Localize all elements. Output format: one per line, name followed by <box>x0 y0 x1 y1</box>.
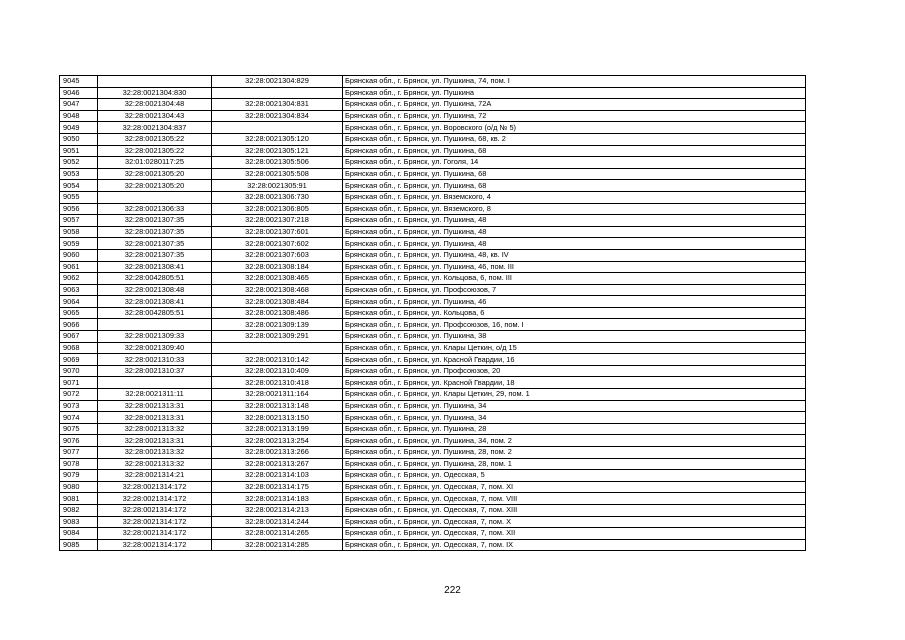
parcel-number-cell: 32:28:0021311:11 <box>98 389 212 401</box>
table-row <box>60 191 806 203</box>
address-cell: Брянская обл., г. Брянск, ул. Профсоюзов, 7 <box>343 284 806 296</box>
address-cell: Брянская обл., г. Брянск, ул. Кольцова, 6 <box>343 307 806 319</box>
address-cell: Брянская обл., г. Брянск, ул. Воровского (о/д № 5) <box>343 122 806 134</box>
table-row <box>60 226 806 238</box>
address-cell: Брянская обл., г. Брянск, ул. Пушкина, 72А <box>343 99 806 111</box>
building-number-cell: 32:28:0021314:285 <box>212 539 343 551</box>
row-number-cell: 9068 <box>60 342 98 354</box>
address-cell: Брянская обл., г. Брянск, ул. Вяземского, 8 <box>343 203 806 215</box>
table-row <box>60 76 806 88</box>
building-number-cell: 32:28:0021304:829 <box>212 76 343 88</box>
parcel-number-cell: 32:28:0021308:41 <box>98 261 212 273</box>
table-row <box>60 203 806 215</box>
row-number-cell: 9047 <box>60 99 98 111</box>
parcel-number-cell <box>98 319 212 331</box>
row-number-cell: 9079 <box>60 470 98 482</box>
parcel-number-cell: 32:28:0021314:172 <box>98 481 212 493</box>
parcel-number-cell: 32:28:0021304:837 <box>98 122 212 134</box>
building-number-cell: 32:28:0021304:834 <box>212 110 343 122</box>
table-row <box>60 296 806 308</box>
building-number-cell: 32:28:0021307:602 <box>212 238 343 250</box>
building-number-cell: 32:28:0021313:267 <box>212 458 343 470</box>
row-number-cell: 9045 <box>60 76 98 88</box>
table-row <box>60 145 806 157</box>
row-number-cell: 9050 <box>60 133 98 145</box>
row-number-cell: 9074 <box>60 412 98 424</box>
parcel-number-cell: 32:28:0021305:22 <box>98 133 212 145</box>
row-number-cell: 9061 <box>60 261 98 273</box>
parcel-number-cell: 32:28:0021307:35 <box>98 249 212 261</box>
parcel-number-cell: 32:28:0021308:41 <box>98 296 212 308</box>
table-row <box>60 389 806 401</box>
table-row <box>60 99 806 111</box>
row-number-cell: 9060 <box>60 249 98 261</box>
building-number-cell: 32:28:0021314:244 <box>212 516 343 528</box>
address-cell: Брянская обл., г. Брянск, ул. Пушкина, 46 <box>343 296 806 308</box>
building-number-cell: 32:28:0021313:150 <box>212 412 343 424</box>
row-number-cell: 9066 <box>60 319 98 331</box>
address-cell: Брянская обл., г. Брянск, ул. Клары Цеткин, 29, пом. 1 <box>343 389 806 401</box>
parcel-number-cell: 32:28:0021313:32 <box>98 447 212 459</box>
row-number-cell: 9085 <box>60 539 98 551</box>
parcel-number-cell: 32:01:0280117:25 <box>98 157 212 169</box>
parcel-number-cell: 32:28:0021305:20 <box>98 180 212 192</box>
row-number-cell: 9084 <box>60 528 98 540</box>
table-row <box>60 284 806 296</box>
table-row <box>60 528 806 540</box>
address-cell: Брянская обл., г. Брянск, ул. Пушкина <box>343 87 806 99</box>
building-number-cell: 32:28:0021308:484 <box>212 296 343 308</box>
address-cell: Брянская обл., г. Брянск, ул. Пушкина, 68 <box>343 145 806 157</box>
address-cell: Брянская обл., г. Брянск, ул. Пушкина, 46, пом. III <box>343 261 806 273</box>
address-cell: Брянская обл., г. Брянск, ул. Вяземского, 4 <box>343 191 806 203</box>
row-number-cell: 9049 <box>60 122 98 134</box>
address-cell: Брянская обл., г. Брянск, ул. Одесская, 7, пом. X <box>343 516 806 528</box>
building-number-cell: 32:28:0021305:506 <box>212 157 343 169</box>
address-cell: Брянская обл., г. Брянск, ул. Пушкина, 34 <box>343 400 806 412</box>
address-cell: Брянская обл., г. Брянск, ул. Пушкина, 48 <box>343 215 806 227</box>
address-cell: Брянская обл., г. Брянск, ул. Пушкина, 48, кв. IV <box>343 249 806 261</box>
address-cell: Брянская обл., г. Брянск, ул. Пушкина, 34 <box>343 412 806 424</box>
row-number-cell: 9072 <box>60 389 98 401</box>
address-cell: Брянская обл., г. Брянск, ул. Одесская, 7, пом. VIII <box>343 493 806 505</box>
parcel-number-cell: 32:28:0042805:51 <box>98 273 212 285</box>
building-number-cell: 32:28:0021304:831 <box>212 99 343 111</box>
row-number-cell: 9069 <box>60 354 98 366</box>
table-row <box>60 539 806 551</box>
address-cell: Брянская обл., г. Брянск, ул. Одесская, 5 <box>343 470 806 482</box>
address-cell: Брянская обл., г. Брянск, ул. Пушкина, 48 <box>343 238 806 250</box>
address-cell: Брянская обл., г. Брянск, ул. Одесская, 7, пом. XI <box>343 481 806 493</box>
parcel-number-cell <box>98 191 212 203</box>
address-cell: Брянская обл., г. Брянск, ул. Красной Гвардии, 18 <box>343 377 806 389</box>
building-number-cell: 32:28:0021306:805 <box>212 203 343 215</box>
row-number-cell: 9052 <box>60 157 98 169</box>
building-number-cell: 32:28:0021313:148 <box>212 400 343 412</box>
table-row <box>60 493 806 505</box>
table-row <box>60 458 806 470</box>
building-number-cell: 32:28:0021305:91 <box>212 180 343 192</box>
address-cell: Брянская обл., г. Брянск, ул. Кольцова, 6, пом. III <box>343 273 806 285</box>
page-number: 222 <box>444 585 461 596</box>
row-number-cell: 9070 <box>60 365 98 377</box>
address-cell: Брянская обл., г. Брянск, ул. Профсоюзов, 16, пом. I <box>343 319 806 331</box>
row-number-cell: 9059 <box>60 238 98 250</box>
row-number-cell: 9056 <box>60 203 98 215</box>
table-row <box>60 365 806 377</box>
parcel-number-cell: 32:28:0021314:172 <box>98 493 212 505</box>
table-row <box>60 307 806 319</box>
row-number-cell: 9075 <box>60 423 98 435</box>
table-row <box>60 412 806 424</box>
row-number-cell: 9058 <box>60 226 98 238</box>
parcel-number-cell: 32:28:0021307:35 <box>98 226 212 238</box>
building-number-cell: 32:28:0021306:730 <box>212 191 343 203</box>
table-row <box>60 157 806 169</box>
row-number-cell: 9065 <box>60 307 98 319</box>
parcel-number-cell: 32:28:0042805:51 <box>98 307 212 319</box>
parcel-number-cell: 32:28:0021314:172 <box>98 539 212 551</box>
row-number-cell: 9057 <box>60 215 98 227</box>
parcel-number-cell: 32:28:0021305:22 <box>98 145 212 157</box>
building-number-cell: 32:28:0021314:265 <box>212 528 343 540</box>
row-number-cell: 9053 <box>60 168 98 180</box>
table-row <box>60 249 806 261</box>
table-row <box>60 354 806 366</box>
building-number-cell: 32:28:0021314:183 <box>212 493 343 505</box>
parcel-number-cell: 32:28:0021314:172 <box>98 504 212 516</box>
row-number-cell: 9081 <box>60 493 98 505</box>
building-number-cell: 32:28:0021307:601 <box>212 226 343 238</box>
table-row <box>60 87 806 99</box>
row-number-cell: 9082 <box>60 504 98 516</box>
address-cell: Брянская обл., г. Брянск, ул. Пушкина, 74, пом. I <box>343 76 806 88</box>
row-number-cell: 9062 <box>60 273 98 285</box>
building-number-cell: 32:28:0021307:603 <box>212 249 343 261</box>
building-number-cell: 32:28:0021308:486 <box>212 307 343 319</box>
building-number-cell: 32:28:0021313:266 <box>212 447 343 459</box>
table-row <box>60 215 806 227</box>
building-number-cell: 32:28:0021309:139 <box>212 319 343 331</box>
address-cell: Брянская обл., г. Брянск, ул. Пушкина, 48 <box>343 226 806 238</box>
table-row <box>60 435 806 447</box>
building-number-cell: 32:28:0021309:291 <box>212 331 343 343</box>
building-number-cell: 32:28:0021313:199 <box>212 423 343 435</box>
building-number-cell: 32:28:0021307:218 <box>212 215 343 227</box>
parcel-number-cell: 32:28:0021308:48 <box>98 284 212 296</box>
row-number-cell: 9076 <box>60 435 98 447</box>
parcel-number-cell: 32:28:0021304:48 <box>98 99 212 111</box>
parcel-number-cell <box>98 76 212 88</box>
address-cell: Брянская обл., г. Брянск, ул. Красной Гвардии, 16 <box>343 354 806 366</box>
building-number-cell: 32:28:0021314:175 <box>212 481 343 493</box>
row-number-cell: 9048 <box>60 110 98 122</box>
building-number-cell: 32:28:0021308:465 <box>212 273 343 285</box>
building-number-cell: 32:28:0021305:508 <box>212 168 343 180</box>
address-cell: Брянская обл., г. Брянск, ул. Пушкина, 38 <box>343 331 806 343</box>
building-number-cell: 32:28:0021310:142 <box>212 354 343 366</box>
table-row <box>60 377 806 389</box>
row-number-cell: 9073 <box>60 400 98 412</box>
address-cell: Брянская обл., г. Брянск, ул. Одесская, 7, пом. XII <box>343 528 806 540</box>
table-row <box>60 133 806 145</box>
address-cell: Брянская обл., г. Брянск, ул. Пушкина, 28, пом. 1 <box>343 458 806 470</box>
parcel-number-cell: 32:28:0021304:830 <box>98 87 212 99</box>
parcel-number-cell: 32:28:0021313:32 <box>98 458 212 470</box>
building-number-cell: 32:28:0021310:418 <box>212 377 343 389</box>
row-number-cell: 9064 <box>60 296 98 308</box>
parcel-number-cell: 32:28:0021309:33 <box>98 331 212 343</box>
address-cell: Брянская обл., г. Брянск, ул. Клары Цеткин, о/д 15 <box>343 342 806 354</box>
address-cell: Брянская обл., г. Брянск, ул. Профсоюзов, 20 <box>343 365 806 377</box>
row-number-cell: 9077 <box>60 447 98 459</box>
row-number-cell: 9054 <box>60 180 98 192</box>
parcel-number-cell: 32:28:0021314:172 <box>98 516 212 528</box>
table-row <box>60 423 806 435</box>
building-number-cell <box>212 122 343 134</box>
parcel-number-cell: 32:28:0021309:40 <box>98 342 212 354</box>
address-cell: Брянская обл., г. Брянск, ул. Пушкина, 28, пом. 2 <box>343 447 806 459</box>
document-table <box>59 75 806 551</box>
building-number-cell: 32:28:0021314:103 <box>212 470 343 482</box>
parcel-number-cell: 32:28:0021310:37 <box>98 365 212 377</box>
building-number-cell: 32:28:0021311:164 <box>212 389 343 401</box>
row-number-cell: 9046 <box>60 87 98 99</box>
parcel-number-cell: 32:28:0021307:35 <box>98 238 212 250</box>
address-cell: Брянская обл., г. Брянск, ул. Одесская, 7, пом. IX <box>343 539 806 551</box>
address-cell: Брянская обл., г. Брянск, ул. Пушкина, 68, кв. 2 <box>343 133 806 145</box>
address-cell: Брянская обл., г. Брянск, ул. Гоголя, 14 <box>343 157 806 169</box>
building-number-cell <box>212 87 343 99</box>
table-row <box>60 319 806 331</box>
row-number-cell: 9080 <box>60 481 98 493</box>
address-cell: Брянская обл., г. Брянск, ул. Одесская, 7, пом. XIII <box>343 504 806 516</box>
building-number-cell: 32:28:0021305:120 <box>212 133 343 145</box>
table-row <box>60 481 806 493</box>
parcel-number-cell: 32:28:0021307:35 <box>98 215 212 227</box>
address-cell: Брянская обл., г. Брянск, ул. Пушкина, 68 <box>343 168 806 180</box>
row-number-cell: 9083 <box>60 516 98 528</box>
table-row <box>60 180 806 192</box>
parcel-number-cell: 32:28:0021306:33 <box>98 203 212 215</box>
building-number-cell: 32:28:0021313:254 <box>212 435 343 447</box>
address-cell: Брянская обл., г. Брянск, ул. Пушкина, 34, пом. 2 <box>343 435 806 447</box>
address-cell: Брянская обл., г. Брянск, ул. Пушкина, 72 <box>343 110 806 122</box>
parcel-number-cell: 32:28:0021305:20 <box>98 168 212 180</box>
table-body <box>60 76 806 551</box>
parcel-number-cell: 32:28:0021314:172 <box>98 528 212 540</box>
building-number-cell <box>212 342 343 354</box>
parcel-number-cell: 32:28:0021313:32 <box>98 423 212 435</box>
parcel-number-cell: 32:28:0021314:21 <box>98 470 212 482</box>
row-number-cell: 9063 <box>60 284 98 296</box>
building-number-cell: 32:28:0021308:184 <box>212 261 343 273</box>
table-row <box>60 516 806 528</box>
row-number-cell: 9055 <box>60 191 98 203</box>
table-row <box>60 331 806 343</box>
building-number-cell: 32:28:0021305:121 <box>212 145 343 157</box>
building-number-cell: 32:28:0021310:409 <box>212 365 343 377</box>
parcel-number-cell: 32:28:0021313:31 <box>98 400 212 412</box>
table-row <box>60 342 806 354</box>
address-cell: Брянская обл., г. Брянск, ул. Пушкина, 28 <box>343 423 806 435</box>
table-row <box>60 273 806 285</box>
parcel-number-cell: 32:28:0021313:31 <box>98 435 212 447</box>
table-row <box>60 261 806 273</box>
row-number-cell: 9051 <box>60 145 98 157</box>
row-number-cell: 9067 <box>60 331 98 343</box>
table-row <box>60 122 806 134</box>
table-row <box>60 400 806 412</box>
parcel-number-cell: 32:28:0021313:31 <box>98 412 212 424</box>
table-row <box>60 470 806 482</box>
building-number-cell: 32:28:0021308:468 <box>212 284 343 296</box>
table-row <box>60 110 806 122</box>
table-row <box>60 238 806 250</box>
table-row <box>60 168 806 180</box>
parcel-number-cell: 32:28:0021304:43 <box>98 110 212 122</box>
table-row <box>60 447 806 459</box>
table-row <box>60 504 806 516</box>
parcel-number-cell <box>98 377 212 389</box>
row-number-cell: 9071 <box>60 377 98 389</box>
row-number-cell: 9078 <box>60 458 98 470</box>
building-number-cell: 32:28:0021314:213 <box>212 504 343 516</box>
parcel-number-cell: 32:28:0021310:33 <box>98 354 212 366</box>
address-cell: Брянская обл., г. Брянск, ул. Пушкина, 68 <box>343 180 806 192</box>
